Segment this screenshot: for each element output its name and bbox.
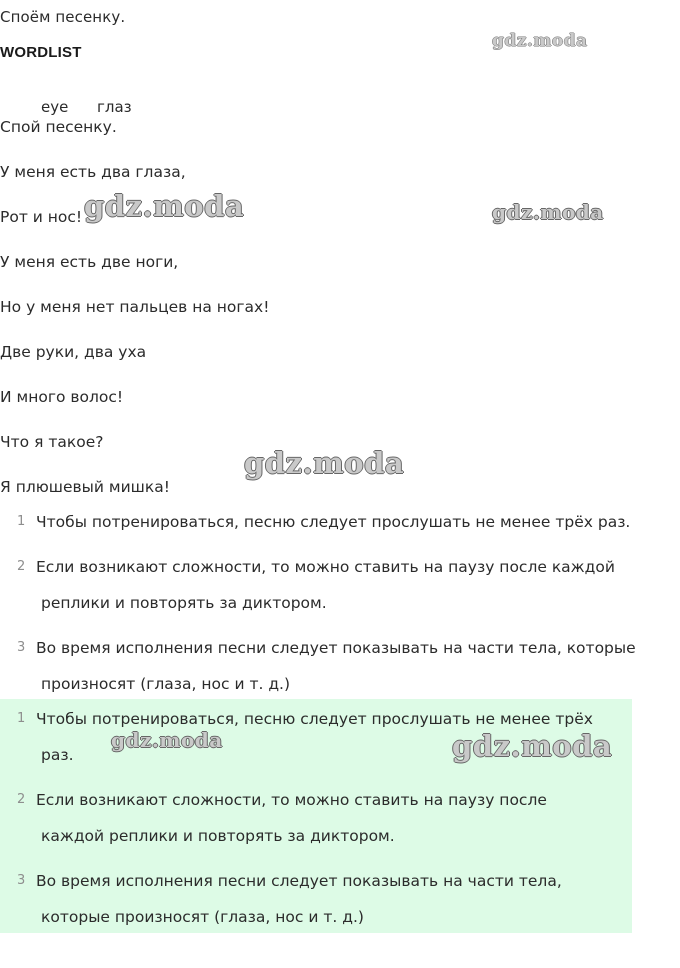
step-number: 2 [17, 792, 26, 807]
song-line: Рот и нос! [0, 208, 83, 226]
page-title: Споём песенку. [0, 8, 126, 26]
watermark: gdz.moda [492, 200, 604, 224]
step-text: Если возникают сложности, то можно ставить на паузу после каждой [36, 558, 615, 576]
step-text: Во время исполнения песни следует показывать на части тела, [36, 872, 562, 890]
step-number: 3 [17, 873, 26, 888]
song-line: И много волос! [0, 388, 124, 406]
step-number: 1 [17, 514, 26, 529]
step-text-continued: произносят (глаза, нос и т. д.) [41, 675, 291, 693]
song-line: Что я такое? [0, 433, 104, 451]
watermark: gdz.moda [84, 189, 245, 223]
watermark: gdz.moda [111, 728, 223, 752]
wordlist-heading: WORDLIST [0, 44, 82, 61]
song-line: Я плюшевый мишка! [0, 478, 170, 496]
step-number: 3 [17, 640, 26, 655]
wordlist-item-partial: eye [41, 98, 69, 116]
song-line: У меня есть два глаза, [0, 163, 186, 181]
step-text-continued: которые произносят (глаза, нос и т. д.) [41, 908, 364, 926]
song-line: Спой песенку. [0, 118, 117, 136]
step-text: Чтобы потренироваться, песню следует прослушать не менее трёх раз. [36, 513, 631, 531]
wordlist-item-partial: глаз [97, 98, 132, 116]
step-text-continued: реплики и повторять за диктором. [41, 594, 327, 612]
step-text-continued: раз. [41, 746, 74, 764]
watermark: gdz.moda [244, 446, 405, 480]
highlighted-instructions [0, 699, 632, 933]
step-text: Чтобы потренироваться, песню следует прослушать не менее трёх [36, 710, 593, 728]
watermark: gdz.moda [452, 729, 613, 763]
song-line: Две руки, два уха [0, 343, 147, 361]
watermark: gdz.moda [492, 31, 588, 51]
song-line: У меня есть две ноги, [0, 253, 179, 271]
song-line: Но у меня нет пальцев на ногах! [0, 298, 270, 316]
step-text-continued: каждой реплики и повторять за диктором. [41, 827, 395, 845]
step-number: 2 [17, 559, 26, 574]
step-text: Во время исполнения песни следует показывать на части тела, которые [36, 639, 636, 657]
step-text: Если возникают сложности, то можно ставить на паузу после [36, 791, 547, 809]
step-number: 1 [17, 711, 26, 726]
